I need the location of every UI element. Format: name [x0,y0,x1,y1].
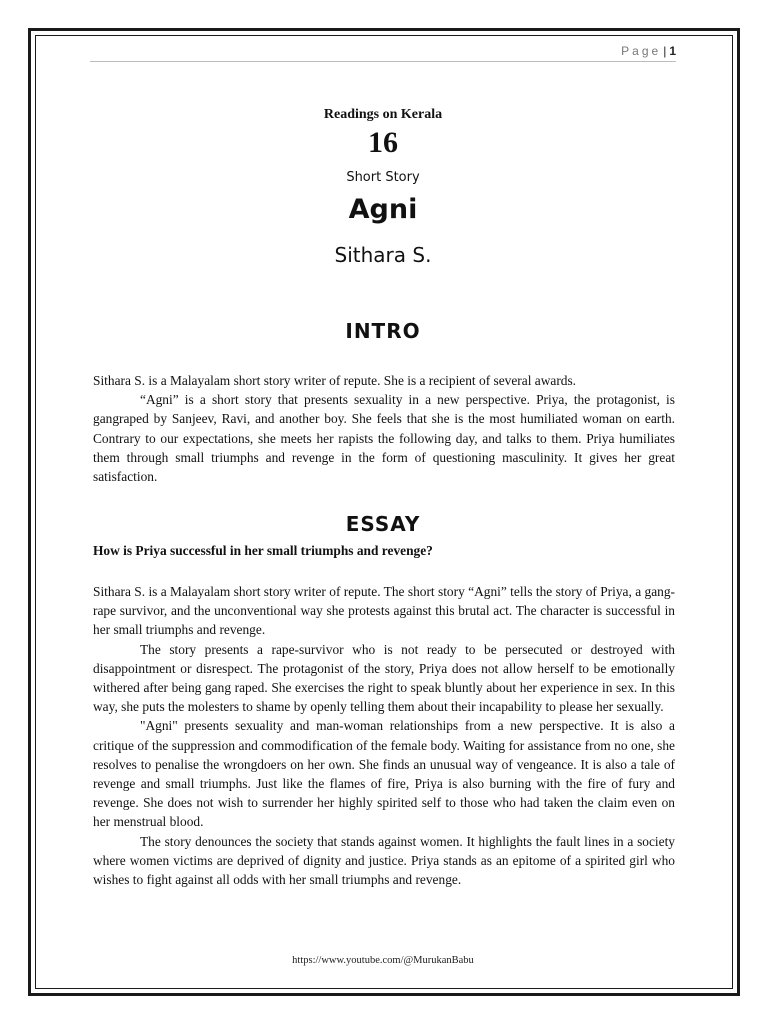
intro-body [93,371,675,486]
page-header [90,44,676,58]
intro-heading: INTRO [345,319,421,343]
essay-paragraph: Sithara S. is a Malayalam short story writer of repute. The short story “Agni” tells the story of Priya, a gang-rape survivor, and the unconventional way she protests against this brutal act. The character is successful in her small triumphs and revenge. [93,584,675,638]
header-rule [90,61,676,62]
intro-paragraph: Sithara S. is a Malayalam short story writer of repute. She is a recipient of several awards. [93,373,577,388]
essay-question: How is Priya successful in her small triumphs and revenge? [93,543,433,558]
author-name: Sithara S. [334,243,432,267]
page-label: Page [621,44,662,58]
genre-label: Short Story [346,170,420,185]
essay-paragraph: The story denounces the society that stands against women. It highlights the fault lines in a society where women victims are deprived of dignity and justice. Priya stands as an epitome of a spirited girl who wishes to fight against all odds with her small triumphs and revenge. [93,833,675,888]
chapter-number: 16 [368,126,398,159]
page-number: 1 [669,44,676,58]
footer-url-link[interactable]: https://www.youtube.com/@MurukanBabu [292,955,474,966]
intro-paragraph: “Agni” is a short story that presents sexuality in a new perspective. Priya, the protagonist, is gangraped by Sanjeev, Ravi, and another boy. She feels that she is the most humiliated woman on earth. Contrary to our expectations, she meets her rapists the following day, and talks to them. Priya humiliates them through small triumphs and revenge in the form of questioning masculinity. It gives her great satisfaction. [93,392,675,485]
page-separator: | [663,44,667,58]
essay-paragraph: The story presents a rape-survivor who is not ready to be persecuted or destroyed with disappointment or disrespect. The protagonist of the story, Priya does not allow herself to be emotionally withered after being gang raped. She exercises the right to speak bluntly about her experience in sex. In this way, she puts the molesters to shame by openly telling them about their incapability to please her sexually. [93,641,675,715]
essay-heading: ESSAY [345,512,421,536]
essay-paragraph: "Agni" presents sexuality and man-woman relationships from a new perspective. It is also a critique of the suppression and commodification of the female body. Waiting for assistance from no one, she resolves to penalise the wrongdoers on her own. She finds an unusual way of vengeance. It is also a tale of revenge and small triumphs. Just like the flames of fire, Priya is also burning with the fire of fury and revenge. She does not wish to surrender her highly spirited self to those who had taken the claim even on her menstrual blood. [93,718,675,830]
series-title: Readings on Kerala [323,107,443,122]
essay-body [93,582,675,889]
story-title: Agni [348,194,418,225]
